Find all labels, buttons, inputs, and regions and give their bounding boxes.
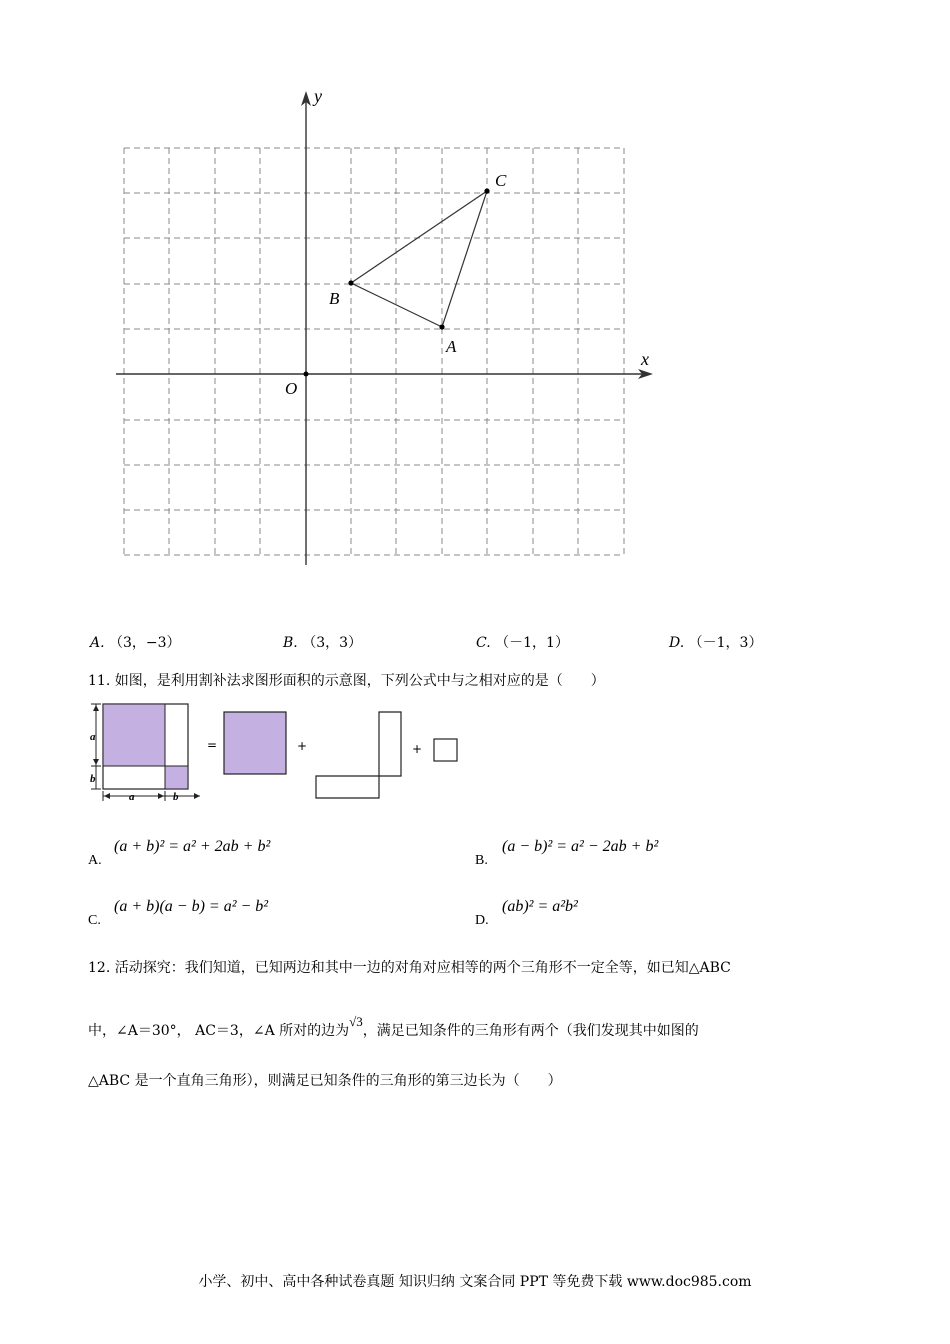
- q11-option-a-label: A.: [88, 853, 102, 868]
- b-square-fill: [165, 766, 188, 789]
- q11-option-c-formula: (a + b)(a − b) = a² − b²: [114, 898, 269, 915]
- arrow-head: [194, 793, 200, 799]
- q11-stem: 11. 如图，是利用割补法求图形面积的示意图，下列公式中与之相对应的是（ ）: [88, 673, 605, 689]
- equals-sign: =: [207, 738, 218, 752]
- arrow-head: [93, 759, 99, 765]
- q10-option-c: C. （－1，1）: [476, 635, 569, 651]
- point-b-label: B: [329, 289, 340, 308]
- origin-label: O: [285, 379, 298, 398]
- arrow-head: [93, 705, 99, 711]
- q11-option-c-label: C.: [88, 913, 101, 928]
- q11-option-b-label: B.: [475, 853, 488, 868]
- y-axis-label: y: [314, 86, 322, 106]
- x-axis-label: x: [641, 349, 649, 369]
- small-square: [434, 739, 457, 761]
- label-a-horizontal: a: [129, 791, 135, 803]
- label-a-vertical: a: [90, 731, 96, 743]
- arrow-head: [104, 793, 110, 799]
- arrow-head: [158, 793, 164, 799]
- q12-line-2: 中，∠A＝30°， AC＝3，∠A 所对的边为√3，满足已知条件的三角形有两个（我们发现其中如图的: [88, 1014, 699, 1039]
- q11-option-d-label: D.: [475, 913, 489, 928]
- q11-option-b-formula: (a − b)² = a² − 2ab + b²: [502, 838, 659, 855]
- a-square-fill: [103, 704, 165, 766]
- plus-sign-2: +: [412, 742, 423, 756]
- purple-square: [224, 712, 286, 774]
- q11-option-a-formula: (a + b)² = a² + 2ab + b²: [114, 838, 271, 855]
- point-c-label: C: [495, 171, 507, 190]
- q12-line-3: △ABC 是一个直角三角形），则满足已知条件的三角形的第三边长为（ ）: [88, 1073, 562, 1089]
- q10-option-b: B. （3，3）: [283, 635, 363, 651]
- q10-option-d: D. （－1，3）: [669, 635, 763, 651]
- page-footer: 小学、初中、高中各种试卷真题 知识归纳 文案合同 PPT 等免费下载 www.doc985.com: [198, 1274, 752, 1290]
- q11-option-d-formula: (ab)² = a²b²: [502, 898, 578, 915]
- q10-option-a: A. （3，−3）: [90, 635, 181, 651]
- q12-line-1: 12. 活动探究：我们知道，已知两边和其中一边的对角对应相等的两个三角形不一定全等，如已知△ABC: [88, 960, 731, 976]
- sqrt-three: √3: [349, 1014, 363, 1029]
- l-shape: [316, 712, 401, 798]
- label-b-vertical: b: [90, 773, 96, 785]
- point-a-label: A: [446, 337, 457, 356]
- plus-sign-1: +: [297, 739, 308, 753]
- label-b-horizontal: b: [173, 791, 179, 803]
